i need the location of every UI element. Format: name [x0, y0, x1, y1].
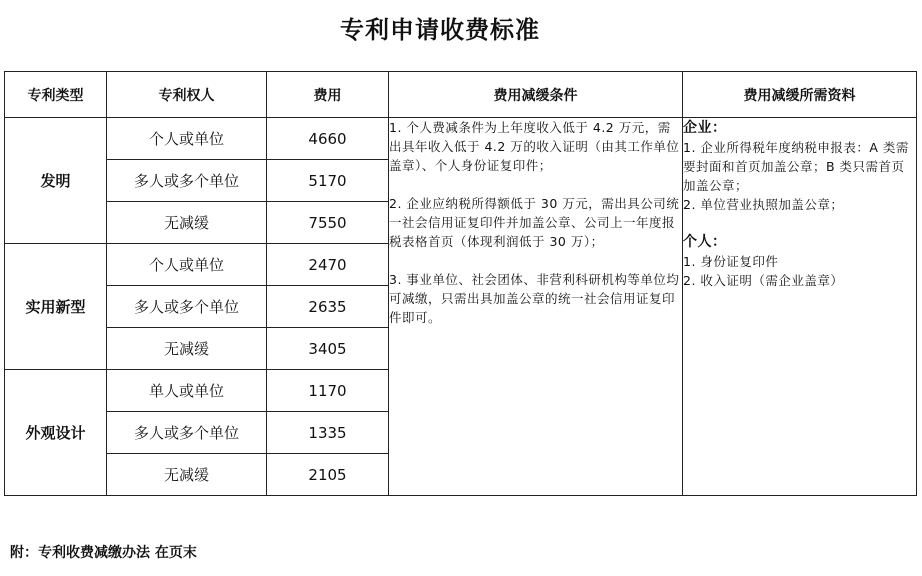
holder-cell: 多人或多个单位 — [107, 160, 267, 202]
fee-cell: 1335 — [267, 412, 389, 454]
patent-type-cell: 发明 — [5, 118, 107, 244]
fee-table — [4, 71, 917, 496]
table-row — [5, 118, 917, 160]
material-item: 1. 企业所得税年度纳税申报表：A 类需要封面和首页加盖公章；B 类只需首页加盖公章； — [683, 140, 909, 193]
fee-cell: 2470 — [267, 244, 389, 286]
page-title: 专利申请收费标准 — [340, 16, 540, 44]
footer-note: 附：专利收费减缴办法 在页末 — [10, 545, 197, 561]
reduction-conditions-cell — [389, 118, 683, 496]
header-patent-holder: 专利权人 — [107, 72, 267, 118]
holder-cell: 单人或单位 — [107, 370, 267, 412]
individual-heading: 个人： — [683, 234, 727, 250]
fee-cell: 3405 — [267, 328, 389, 370]
fee-cell: 7550 — [267, 202, 389, 244]
fee-cell: 1170 — [267, 370, 389, 412]
holder-cell: 无减缓 — [107, 328, 267, 370]
patent-type-cell: 实用新型 — [5, 244, 107, 370]
header-reduction-conditions: 费用减缓条件 — [389, 72, 683, 118]
fee-cell: 2635 — [267, 286, 389, 328]
fee-cell: 2105 — [267, 454, 389, 496]
header-fee: 费用 — [267, 72, 389, 118]
header-reduction-materials: 费用减缓所需资料 — [683, 72, 917, 118]
fee-cell: 5170 — [267, 160, 389, 202]
table-header-row — [5, 72, 917, 118]
condition-paragraph: 3. 事业单位、社会团体、非营利科研机构等单位均可减缴，只需出具加盖公章的统一社会信用证复印件即可。 — [389, 272, 680, 325]
header-patent-type: 专利类型 — [5, 72, 107, 118]
condition-paragraph: 2. 企业应纳税所得额低于 30 万元，需出具公司统一社会信用证复印件并加盖公章、公司上一年度报税表格首页（体现利润低于 30 万）； — [389, 196, 680, 249]
patent-type-cell: 外观设计 — [5, 370, 107, 496]
holder-cell: 多人或多个单位 — [107, 286, 267, 328]
holder-cell: 无减缓 — [107, 454, 267, 496]
holder-cell: 个人或单位 — [107, 244, 267, 286]
condition-paragraph: 1. 个人费减条件为上年度收入低于 4.2 万元，需出具年收入低于 4.2 万的收入证明（由其工作单位盖章）、个人身份证复印件； — [389, 120, 680, 173]
material-item: 1. 身份证复印件 — [683, 254, 779, 269]
enterprise-heading: 企业： — [683, 120, 727, 136]
material-item: 2. 收入证明（需企业盖章） — [683, 273, 844, 288]
holder-cell: 多人或多个单位 — [107, 412, 267, 454]
fee-cell: 4660 — [267, 118, 389, 160]
material-item: 2. 单位营业执照加盖公章； — [683, 197, 844, 212]
holder-cell: 无减缓 — [107, 202, 267, 244]
holder-cell: 个人或单位 — [107, 118, 267, 160]
reduction-materials-cell — [683, 118, 917, 496]
